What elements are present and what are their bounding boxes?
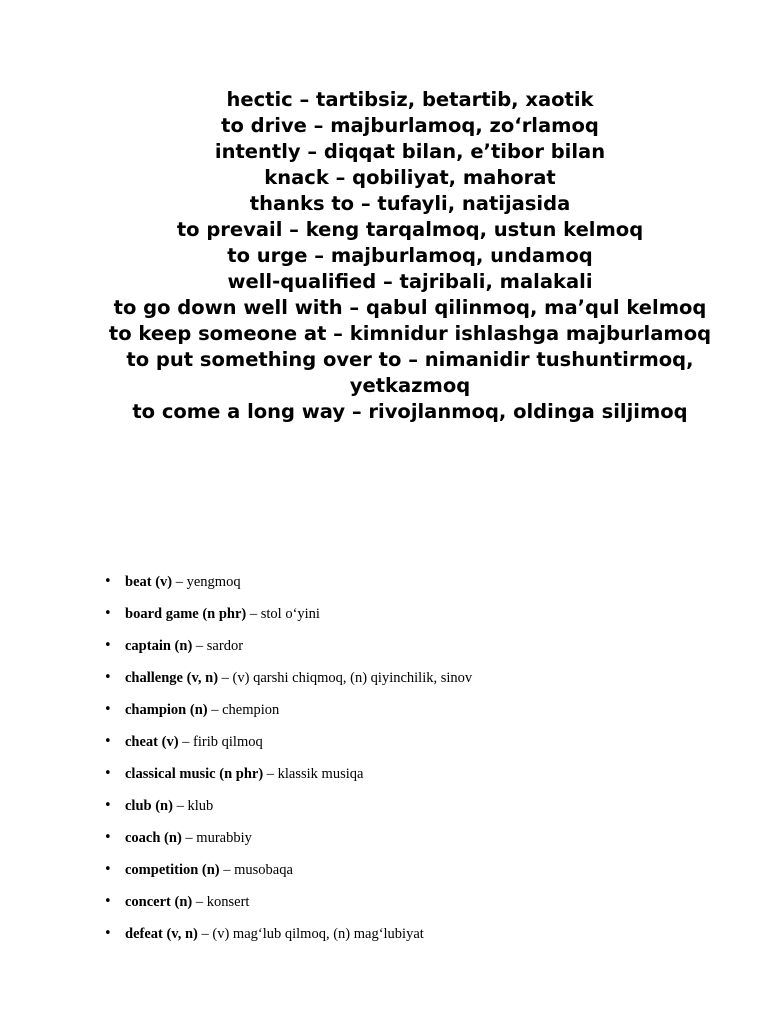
glossary-term: beat (v) xyxy=(125,574,173,590)
glossary-item xyxy=(104,822,724,854)
vocab-line: to keep someone at – kimnidur ishlashga majburlamoq xyxy=(108,322,712,345)
glossary-term: board game (n phr) xyxy=(125,606,247,622)
glossary-term: coach (n) xyxy=(125,830,182,846)
vocabulary-list xyxy=(100,87,720,425)
glossary-item xyxy=(104,918,724,950)
glossary-item xyxy=(104,726,724,758)
glossary-item xyxy=(104,598,724,630)
glossary-term: champion (n) xyxy=(125,702,208,718)
vocab-line: intently – diqqat bilan, e’tibor bilan xyxy=(214,140,606,163)
glossary-definition: – murabbiy xyxy=(181,830,252,846)
glossary-item xyxy=(104,886,724,918)
vocab-line: to drive – majburlamoq, zo‘rlamoq xyxy=(221,114,599,137)
glossary-term: cheat (v) xyxy=(125,734,179,750)
glossary-definition: – musobaqa xyxy=(219,862,293,878)
glossary-definition: – chempion xyxy=(207,702,280,718)
glossary-item xyxy=(104,694,724,726)
glossary-item xyxy=(104,630,724,662)
bullet-icon: • xyxy=(104,702,112,717)
bullet-icon: • xyxy=(104,830,112,845)
vocab-line: to go down well with – qabul qilinmoq, ma’qul kelmoq xyxy=(113,296,707,319)
vocab-line: to come a long way – rivojlanmoq, oldinga siljimoq xyxy=(132,400,688,423)
glossary-item xyxy=(104,662,724,694)
glossary-term: competition (n) xyxy=(125,862,220,878)
vocab-line: well-qualified – tajribali, malakali xyxy=(227,270,593,293)
bullet-icon: • xyxy=(104,894,112,909)
glossary-term: captain (n) xyxy=(125,638,193,654)
glossary-list xyxy=(104,566,724,950)
vocab-line: thanks to – tufayli, natijasida xyxy=(249,192,571,215)
glossary-definition: – (v) mag‘lub qilmoq, (n) mag‘lubiyat xyxy=(197,926,424,942)
bullet-icon: • xyxy=(104,798,112,813)
bullet-icon: • xyxy=(104,734,112,749)
glossary-definition: – klub xyxy=(172,798,214,814)
bullet-icon: • xyxy=(104,766,112,781)
glossary-definition: – klassik musiqa xyxy=(263,766,364,782)
bullet-icon: • xyxy=(104,574,112,589)
vocab-line: knack – qobiliyat, mahorat xyxy=(264,166,556,189)
vocab-line: to put something over to – nimanidir tushuntirmoq, yetkazmoq xyxy=(126,348,694,397)
glossary-item xyxy=(104,854,724,886)
vocab-line: hectic – tartibsiz, betartib, xaotik xyxy=(226,88,594,111)
bullet-icon: • xyxy=(104,670,112,685)
glossary-term: defeat (v, n) xyxy=(125,926,198,942)
glossary-definition: – stol o‘yini xyxy=(246,606,320,622)
glossary-definition: – firib qilmoq xyxy=(178,734,263,750)
glossary-item xyxy=(104,758,724,790)
glossary-term: club (n) xyxy=(125,798,173,814)
bullet-icon: • xyxy=(104,862,112,877)
bullet-icon: • xyxy=(104,926,112,941)
glossary-item xyxy=(104,566,724,598)
glossary-term: challenge (v, n) xyxy=(125,670,219,686)
bullet-icon: • xyxy=(104,606,112,621)
glossary-definition: – yengmoq xyxy=(172,574,241,590)
glossary-term: concert (n) xyxy=(125,894,193,910)
bullet-icon: • xyxy=(104,638,112,653)
glossary-definition: – sardor xyxy=(192,638,244,654)
vocab-line: to prevail – keng tarqalmoq, ustun kelmoq xyxy=(176,218,644,241)
vocab-line: to urge – majburlamoq, undamoq xyxy=(227,244,593,267)
glossary-item xyxy=(104,790,724,822)
glossary-definition: – (v) qarshi chiqmoq, (n) qiyinchilik, sinov xyxy=(218,670,473,686)
glossary-definition: – konsert xyxy=(192,894,250,910)
glossary-term: classical music (n phr) xyxy=(125,766,264,782)
